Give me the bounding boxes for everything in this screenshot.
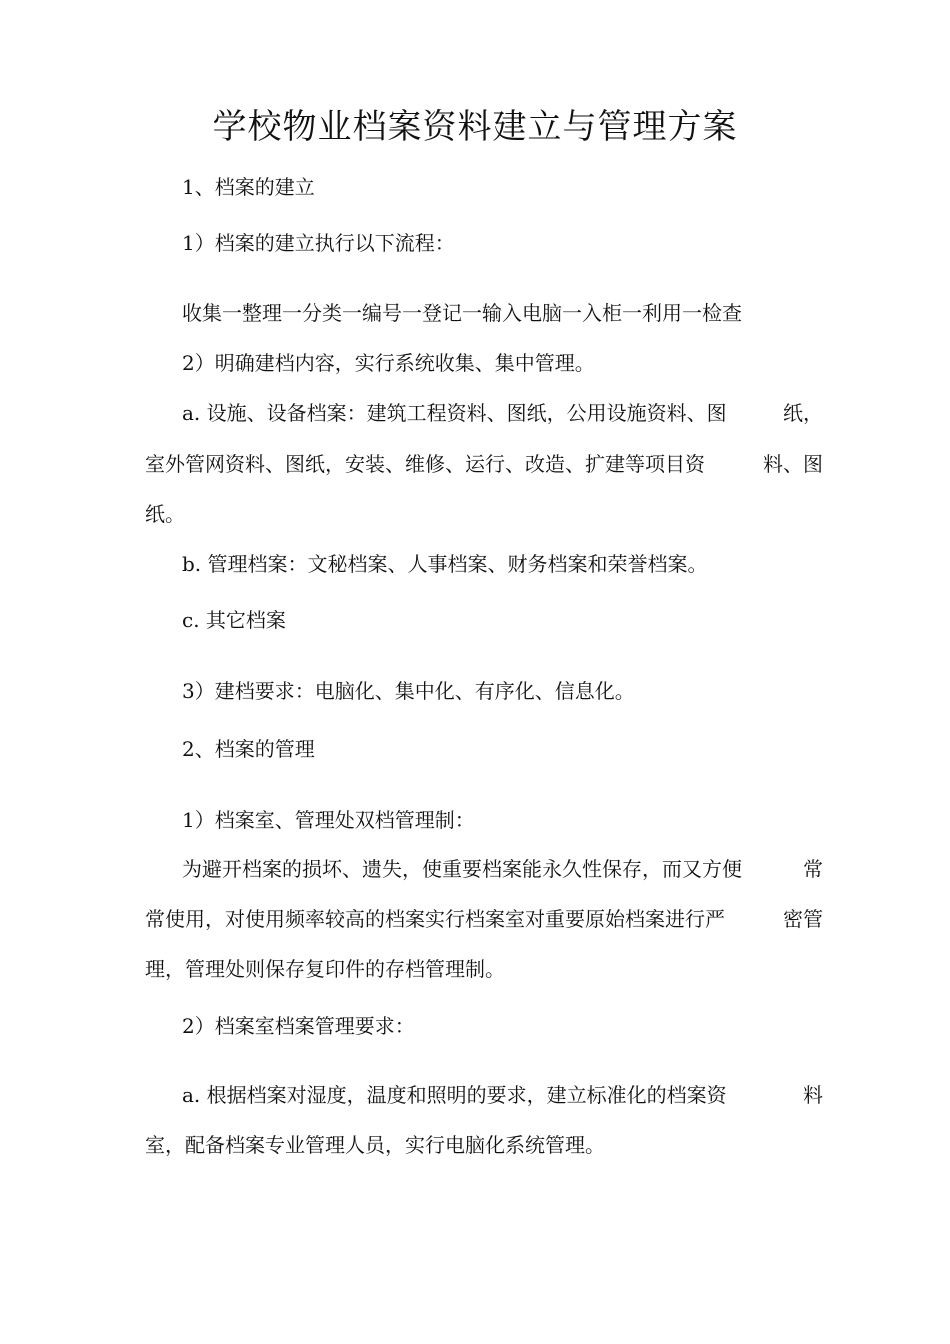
paragraph-facility-archive-line1 (182, 399, 823, 427)
text-segment: 常 (803, 857, 823, 881)
text-segment: 为避开档案的损坏、遗失，使重要档案能永久性保存，而又方便 (182, 857, 742, 881)
paragraph-management-archive: b. 管理档案：文秘档案、人事档案、财务档案和荣誉档案。 (182, 552, 708, 576)
text-segment: 常使用，对使用频率较高的档案实行档案室对重要原始档案进行严 (145, 907, 725, 931)
paragraph-dual-archive-system: 1）档案室、管理处双档管理制： (182, 808, 475, 832)
paragraph-dual-archive-line1 (182, 855, 823, 883)
text-segment: 室外管网资料、图纸，安装、维修、运行、改造、扩建等项目资 (145, 452, 705, 476)
heading-archive-management: 2、档案的管理 (182, 737, 315, 761)
paragraph-other-archive: c. 其它档案 (182, 608, 286, 632)
text-segment: a. 根据档案对湿度，温度和照明的要求，建立标准化的档案资 (182, 1083, 727, 1107)
paragraph-facility-archive-line3: 纸。 (145, 502, 185, 526)
text-segment: a. 设施、设备档案：建筑工程资料、图纸，公用设施资料、图 (182, 401, 727, 425)
paragraph-facility-archive-line2 (145, 450, 823, 478)
paragraph-content-scope: 2）明确建档内容，实行系统收集、集中管理。 (182, 351, 595, 375)
paragraph-process-intro: 1）档案的建立执行以下流程： (182, 231, 455, 255)
paragraph-archive-room-requirements: 2）档案室档案管理要求： (182, 1014, 415, 1038)
text-segment: 纸， (783, 401, 823, 425)
text-segment: 密管 (783, 907, 823, 931)
paragraph-archive-room-line1 (182, 1081, 823, 1109)
paragraph-dual-archive-line3: 理，管理处则保存复印件的存档管理制。 (145, 957, 505, 981)
paragraph-dual-archive-line2 (145, 905, 823, 933)
text-segment: 料 (803, 1083, 823, 1107)
document-title: 学校物业档案资料建立与管理方案 (212, 107, 738, 147)
heading-archive-establishment: 1、档案的建立 (182, 175, 315, 199)
paragraph-process-flow: 收集一整理一分类一编号一登记一输入电脑一入柜一利用一检查 (182, 301, 742, 325)
text-segment: 料、图 (763, 452, 823, 476)
paragraph-archive-room-line2: 室，配备档案专业管理人员，实行电脑化系统管理。 (145, 1133, 605, 1157)
paragraph-requirements: 3）建档要求：电脑化、集中化、有序化、信息化。 (182, 679, 635, 703)
